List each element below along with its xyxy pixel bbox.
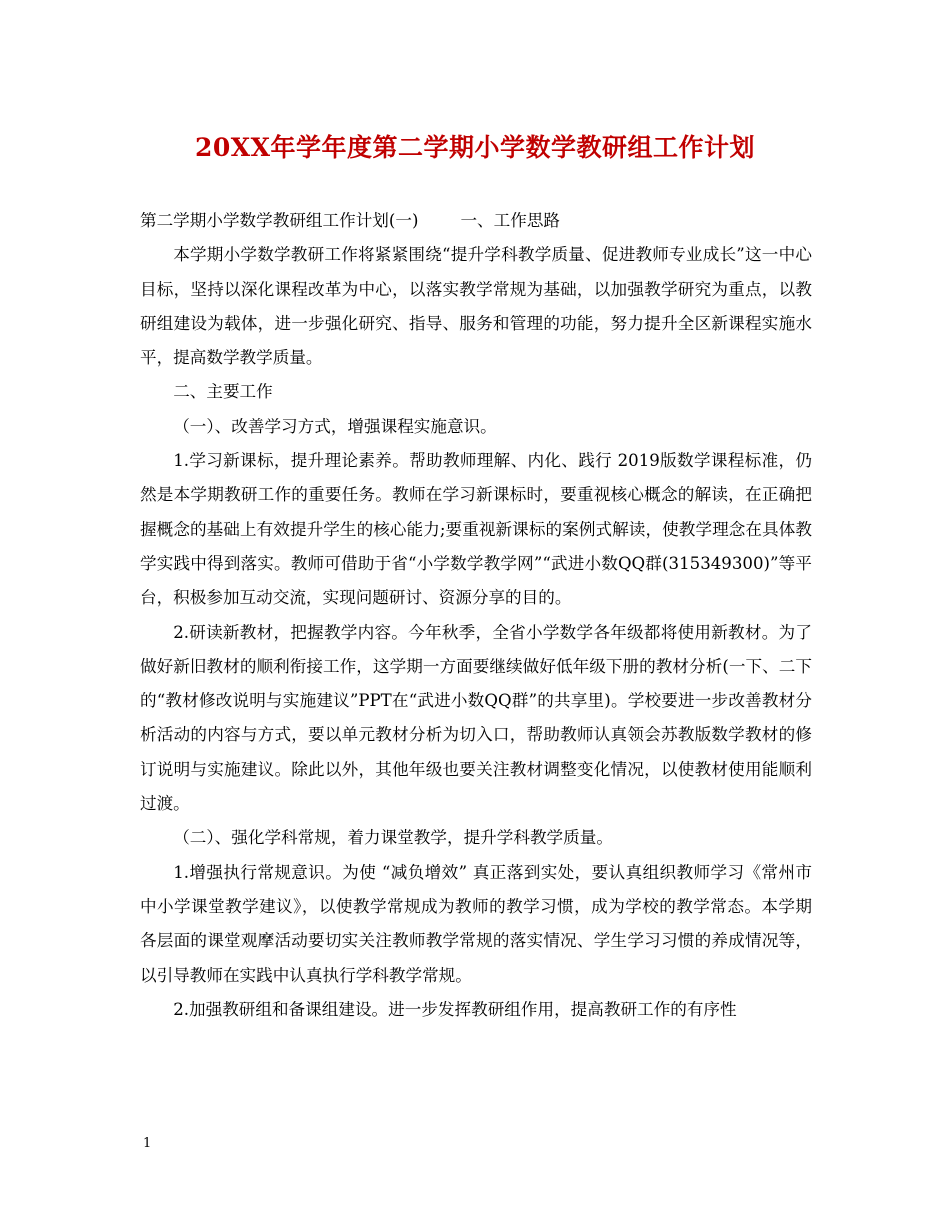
paragraph-new-curriculum: 1.学习新课标，提升理论素养。帮助教师理解、内化、践行 2019版数学课程标准，仍然是本学期教研工作的重要任务。教师在学习新课标时，要重视核心概念的解读，在正确把握概念的基础上有效提升学生的核心能力;要重视新课标的案例式解读，使教学理念在具体教学实践中得到落实。教师可借助于省“小学数学教学网”“武进小数QQ群(315349300)”等平台，积极参加互动交流，实现问题研讨、资源分享的目的。 bbox=[140, 451, 812, 608]
paragraph-routine-awareness: 1.增强执行常规意识。为使 “减负增效” 真正落到实处，要认真组织教师学习《常州市中小学课堂教学建议》，以使教学常规成为教师的教学习惯，成为学校的教学常态。本学期各层面的课堂观摩活动要切实关注教师教学常规的落实情况、学生学习习惯的养成情况等，以引导教师在实践中认真执行学科教学常规。 bbox=[140, 862, 812, 985]
page-number: 1 bbox=[143, 1136, 152, 1151]
section-heading-main-work: 二、主要工作 bbox=[173, 382, 273, 402]
paragraph-work-ideas: 本学期小学数学教研工作将紧紧围绕“提升学科教学质量、促进教师专业成长”这一中心目标，坚持以深化课程改革为中心，以落实教学常规为基础，以加强教学研究为重点，以教研组建设为载体，进一步强化研究、指导、服务和管理的功能，努力提升全区新课程实施水平，提高数学教学质量。 bbox=[140, 245, 812, 368]
paragraph-research-group: 2.加强教研组和备课组建设。进一步发挥教研组作用，提高教研工作的有序性 bbox=[173, 999, 737, 1019]
plan-subtitle: 第二学期小学数学教研组工作计划(一) bbox=[140, 211, 419, 230]
subsection-heading-2: （二）、强化学科常规，着力课堂教学，提升学科教学质量。 bbox=[173, 828, 613, 848]
section-heading-work-ideas: 一、工作思路 bbox=[460, 211, 561, 230]
document-body bbox=[140, 204, 812, 1027]
paragraph-new-textbook: 2.研读新教材，把握教学内容。今年秋季，全省小学数学各年级都将使用新教材。为了做好新旧教材的顺利衔接工作，这学期一方面要继续做好低年级下册的教材分析(一下、二下的“教材修改说明与实施建议”PPT在“武进小数QQ群”的共享里)。学校要进一步改善教材分析活动的内容与方式，要以单元教材分析为切入口，帮助教师认真领会苏教版数学教材的修订说明与实施建议。除此以外，其他年级也要关注教材调整变化情况，以使教材使用能顺利过渡。 bbox=[140, 622, 812, 814]
intro-line bbox=[140, 204, 812, 238]
document-title: 20XX年学年度第二学期小学数学教研组工作计划 bbox=[194, 133, 756, 162]
subsection-heading-1: （一）、改善学习方式，增强课程实施意识。 bbox=[173, 416, 497, 436]
